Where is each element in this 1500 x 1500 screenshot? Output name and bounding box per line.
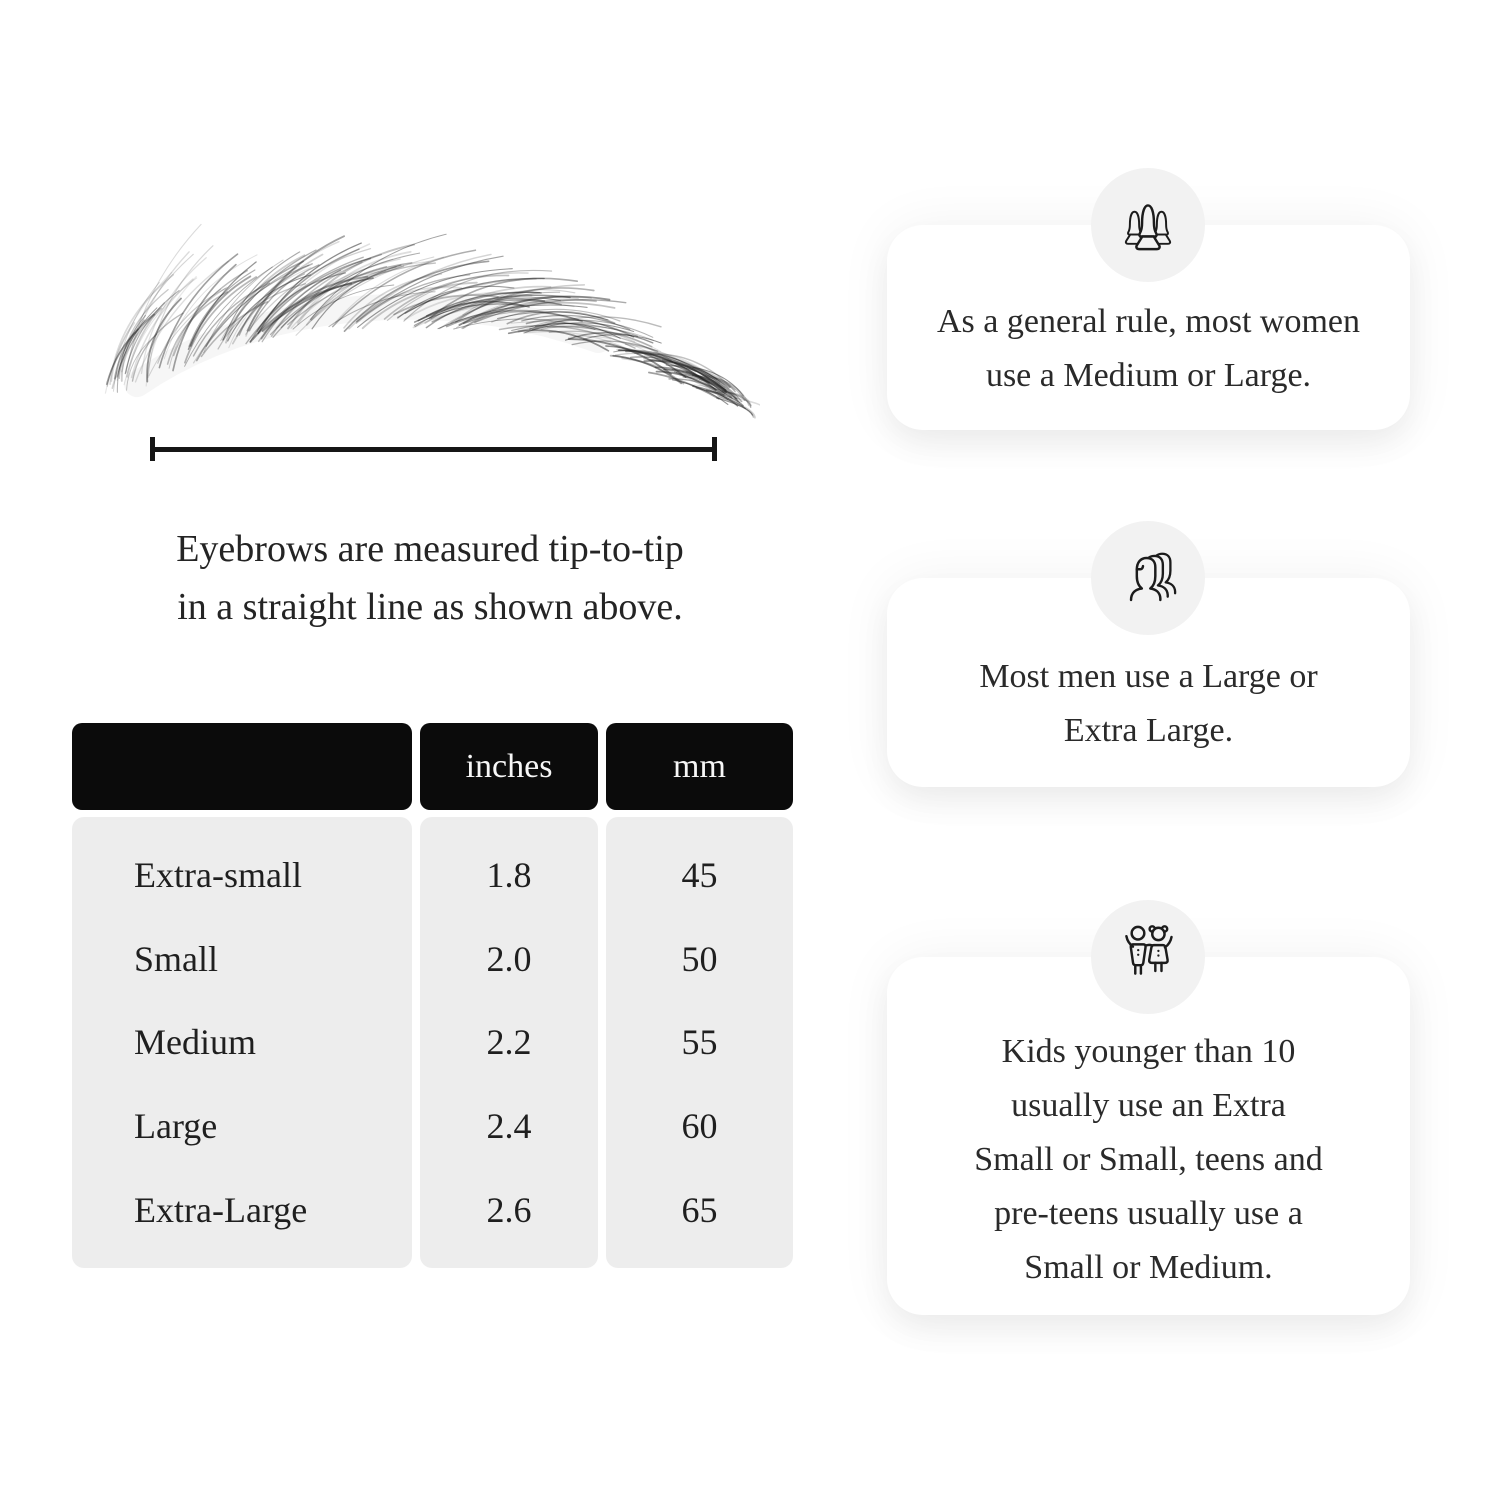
table-header-mm: mm (606, 723, 793, 810)
measurement-line-bar (150, 447, 717, 452)
card-kids-line-4: pre-teens usually use a (994, 1195, 1303, 1232)
card-kids-line-2: usually use an Extra (1011, 1087, 1286, 1124)
table-cell-mm: 60 (681, 1106, 718, 1147)
card-kids-line-3: Small or Small, teens and (974, 1141, 1323, 1178)
kids-icon (1111, 917, 1185, 991)
table-column-inches (420, 817, 598, 1268)
table-cell-label: Large (134, 1106, 218, 1147)
card-women-line-1: As a general rule, most women (937, 302, 1360, 340)
women-icon-circle (1091, 168, 1205, 282)
table-cell-mm: 45 (681, 854, 718, 895)
caption-line-1: Eyebrows are measured tip-to-tip (176, 528, 684, 570)
table-cell-inches: 2.2 (486, 1022, 532, 1063)
men-icon-circle (1091, 521, 1205, 635)
table-cell-inches: 2.4 (486, 1106, 532, 1147)
table-header-size (72, 723, 412, 810)
card-women-line-2: use a Medium or Large. (985, 356, 1312, 394)
card-kids-line-5: Small or Medium. (1024, 1249, 1273, 1286)
table-cell-mm: 55 (681, 1022, 718, 1063)
card-kids-line-1: Kids younger than 10 (1001, 1033, 1296, 1070)
table-cell-label: Medium (134, 1022, 256, 1063)
measurement-line (150, 437, 717, 461)
table-cell-mm: 50 (681, 938, 718, 979)
table-cell-inches: 1.8 (486, 854, 532, 895)
eyebrow-illustration (100, 212, 760, 432)
men-group-icon (1111, 538, 1185, 612)
table-cell-inches: 2.6 (486, 1190, 532, 1231)
table-cell-label: Extra-small (134, 854, 302, 895)
table-column-size (72, 817, 412, 1268)
card-men-line-1: Most men use a Large or (979, 657, 1318, 695)
table-cell-label: Extra-Large (134, 1190, 308, 1231)
kids-icon-circle (1091, 900, 1205, 1014)
table-column-mm (606, 817, 793, 1268)
table-cell-inches: 2.0 (486, 938, 532, 979)
table-header-inches: inches (420, 723, 598, 810)
card-men-line-2: Extra Large. (1063, 711, 1234, 749)
women-group-icon (1111, 185, 1185, 259)
table-cell-label: Small (134, 938, 219, 979)
table-cell-mm: 65 (681, 1190, 718, 1231)
measurement-line-right-cap (712, 437, 717, 461)
caption-line-2: in a straight line as shown above. (177, 586, 683, 628)
measurement-caption (88, 520, 772, 636)
